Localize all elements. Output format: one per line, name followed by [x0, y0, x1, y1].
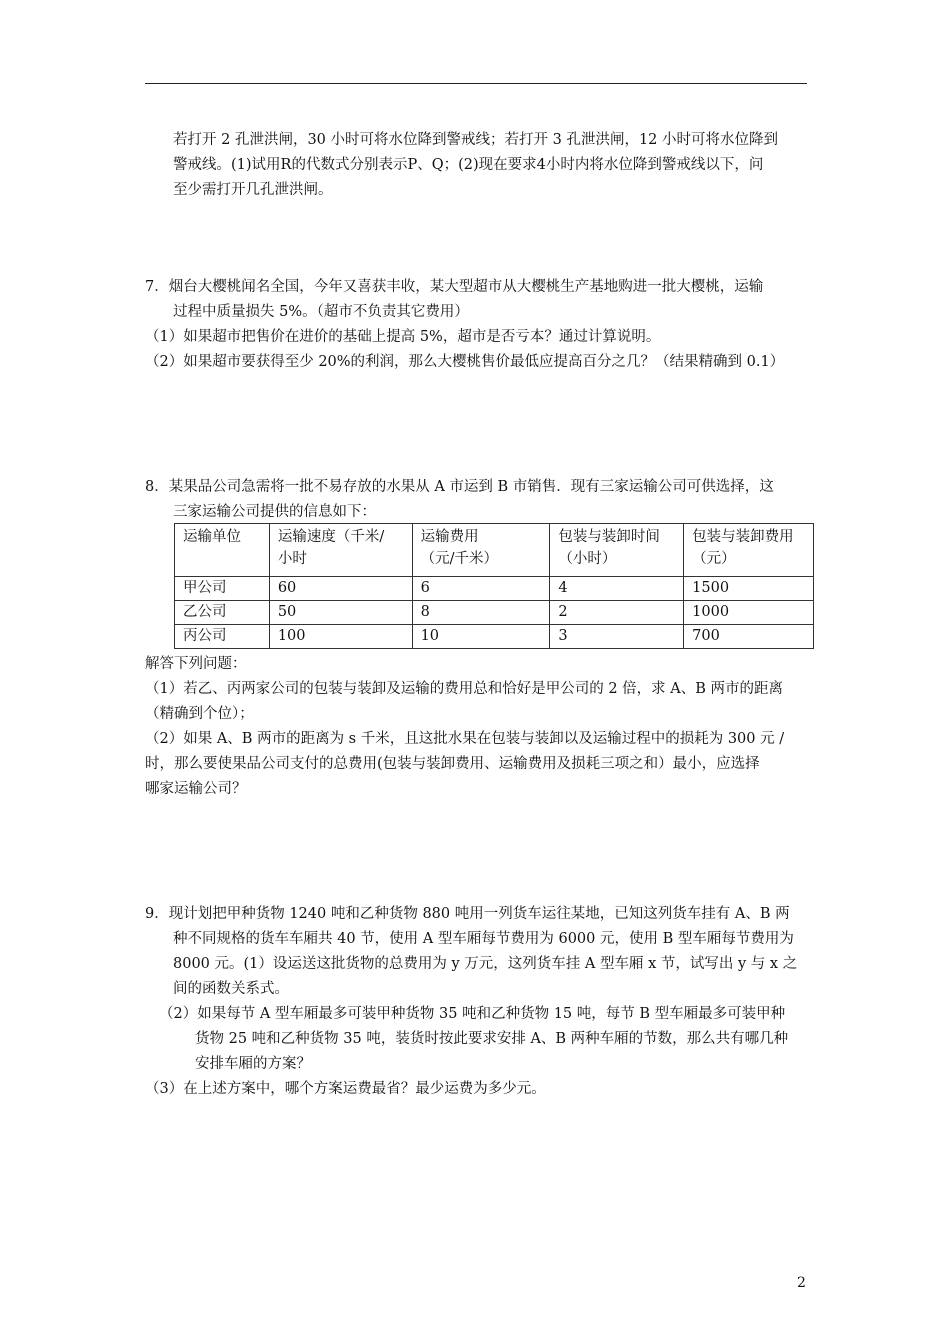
table-cell: 1000	[684, 601, 814, 625]
table-cell: 2	[550, 601, 684, 625]
table-cell: 6	[412, 577, 550, 601]
q8-part-2-line-2: 时，那么要使果品公司支付的总费用(包装与装卸费用、运输费用及损耗三项之和）最小，应选择	[145, 756, 760, 772]
cont-line-3: 至少需打开几孔泄洪闸。	[173, 182, 333, 198]
table-row	[175, 625, 814, 649]
table-cell: 3	[550, 625, 684, 649]
q7-stem-line-1: 7．烟台大樱桃闻名全国，今年又喜获丰收，某大型超市从大樱桃生产基地购进一批大樱桃，运输	[145, 279, 764, 295]
table-cell: 1500	[684, 577, 814, 601]
q9-stem-line-3: 8000 元。(1）设运送这批货物的总费用为 y 万元，这列货车挂 A 型车厢 x 节，试写出 y 与 x 之	[173, 956, 798, 972]
q8-part-1-line-1: （1）若乙、丙两家公司的包装与装卸及运输的费用总和恰好是甲公司的 2 倍，求 A、B 两市的距离	[145, 681, 784, 697]
table-cell: 乙公司	[175, 601, 270, 625]
q9-part-3: （3）在上述方案中，哪个方案运费最省？最少运费为多少元。	[145, 1081, 546, 1097]
header-cell: 运输速度（千米/ 小时	[269, 524, 412, 577]
table-cell: 100	[269, 625, 412, 649]
q8-stem-line-2: 三家运输公司提供的信息如下：	[173, 504, 376, 520]
table-cell: 8	[412, 601, 550, 625]
table-row	[175, 577, 814, 601]
q9-part-2-line-2: 货物 25 吨和乙种货物 35 吨，装货时按此要求安排 A、B 两种车厢的节数，那么共有哪几种	[195, 1031, 789, 1047]
header-cell: 运输费用 （元/千米）	[412, 524, 550, 577]
table-cell: 60	[269, 577, 412, 601]
transport-info-table	[174, 523, 814, 649]
table-cell: 丙公司	[175, 625, 270, 649]
q9-stem-line-1: 9．现计划把甲种货物 1240 吨和乙种货物 880 吨用一列货车运往某地，已知这列货车挂有 A、B 两	[145, 906, 790, 922]
header-cell: 包装与装卸费用 （元）	[684, 524, 814, 577]
header-rule	[145, 83, 807, 84]
cont-line-2: 警戒线。(1)试用R的代数式分别表示P、Q；(2)现在要求4小时内将水位降到警戒线以下，问	[173, 157, 764, 173]
q7-part-1: （1）如果超市把售价在进价的基础上提高 5%，超市是否亏本？通过计算说明。	[145, 329, 661, 345]
q8-part-2-line-3: 哪家运输公司？	[145, 781, 247, 797]
q9-stem-line-2: 种不同规格的货车车厢共 40 节，使用 A 型车厢每节费用为 6000 元，使用 B 型车厢每节费用为	[173, 931, 794, 947]
q9-stem-line-4: 间的函数关系式。	[173, 981, 289, 997]
q7-part-2: （2）如果超市要获得至少 20%的利润，那么大樱桃售价最低应提高百分之几？（结果精确到 0.1）	[145, 354, 785, 370]
q8-solve-heading: 解答下列问题：	[145, 656, 247, 672]
q9-part-2-line-3: 安排车厢的方案？	[195, 1056, 311, 1072]
table-cell: 700	[684, 625, 814, 649]
table-cell: 甲公司	[175, 577, 270, 601]
table-cell: 50	[269, 601, 412, 625]
page-number: 2	[797, 1275, 806, 1291]
table-cell: 4	[550, 577, 684, 601]
q7-stem-line-2: 过程中质量损失 5%。（超市不负责其它费用）	[173, 304, 469, 320]
header-cell: 运输单位	[175, 524, 270, 577]
q8-stem-line-1: 8．某果品公司急需将一批不易存放的水果从 A 市运到 B 市销售．现有三家运输公司可供选择，这	[145, 479, 774, 495]
cont-line-1: 若打开 2 孔泄洪闸，30 小时可将水位降到警戒线；若打开 3 孔泄洪闸，12 小时可将水位降到	[173, 132, 779, 148]
table-header-row	[175, 524, 814, 577]
q8-part-1-line-2: （精确到个位）；	[145, 706, 254, 722]
header-cell: 包装与装卸时间 （小时）	[550, 524, 684, 577]
table-row	[175, 601, 814, 625]
table-cell: 10	[412, 625, 550, 649]
q8-part-2-line-1: （2）如果 A、B 两市的距离为 s 千米，且这批水果在包装与装卸以及运输过程中的损耗为 300 元 /	[145, 731, 785, 747]
q9-part-2-line-1: （2）如果每节 A 型车厢最多可装甲种货物 35 吨和乙种货物 15 吨，每节 B 型车厢最多可装甲种	[159, 1006, 786, 1022]
